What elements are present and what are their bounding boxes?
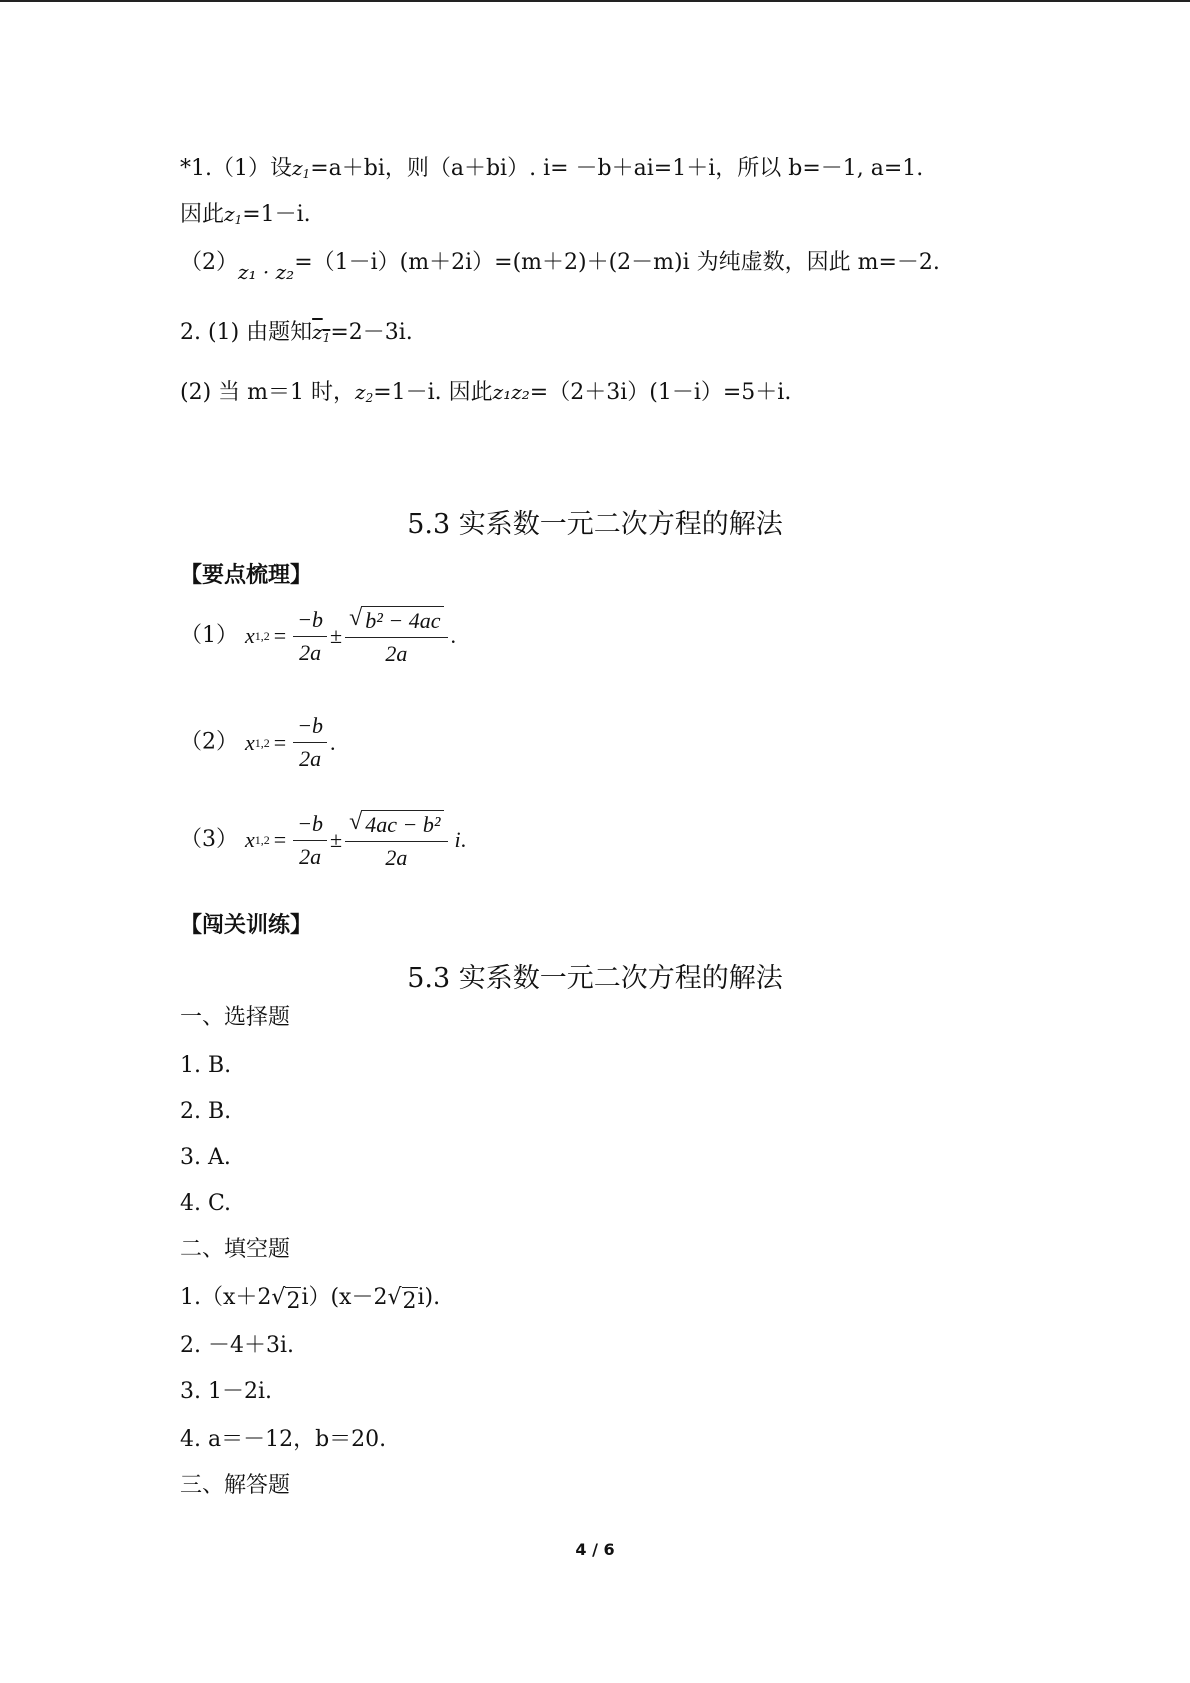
z1-conjugate: $z_1$ (312, 320, 331, 345)
z1z2-product: z₁z₂ (492, 380, 530, 404)
text: i）(x－2 (301, 1285, 388, 1310)
text: *1.（1）设 (180, 156, 292, 181)
subscript: 1,2 (254, 735, 270, 750)
fill-answer-2: 2. －4＋3i. (180, 1333, 295, 1358)
mc-answer-3: 3. A. (180, 1145, 231, 1170)
fill-answer-4: 4. a＝－12，b＝20. (180, 1427, 387, 1452)
part1-heading: 一、选择题 (180, 1005, 291, 1030)
x-var: x (245, 827, 255, 852)
equals: = (273, 729, 287, 755)
mc-answer-4: 4. C. (180, 1191, 232, 1216)
page-number: 4 / 6 (575, 1540, 615, 1559)
z1-z2-product: z₁ · z₂ (238, 260, 295, 284)
fraction-neg-b: $\frac{-b}{2a}$ (293, 606, 327, 667)
answer-line-5 (180, 378, 791, 412)
fraction-sqrt: √ b² − 4ac 2a (345, 604, 447, 668)
sqrt-2: √ 2 (271, 1285, 301, 1314)
answer-line-2 (180, 200, 311, 234)
text: =2－3i. (330, 320, 413, 345)
period: . (460, 827, 467, 852)
period: . (450, 623, 457, 648)
text: =（2＋3i）(1－i）=5＋i. (529, 380, 792, 405)
imaginary-unit: i (454, 827, 461, 852)
formula-expression (245, 808, 466, 872)
text: （2） (180, 250, 238, 275)
mc-answer-2: 2. B. (180, 1099, 232, 1124)
mc-answer-1: 1. B. (180, 1053, 232, 1078)
formula-label: （2） (180, 729, 238, 755)
formula-label: （1） (180, 623, 238, 648)
part3-heading: 三、解答题 (180, 1473, 291, 1498)
formula-2 (180, 712, 336, 773)
sqrt-2: √ 2 (387, 1285, 417, 1314)
formula-expression (245, 604, 456, 668)
fill-answer-3: 3. 1－2i. (180, 1379, 273, 1404)
top-border (0, 0, 1190, 2)
z1-symbol: $z_1$ (292, 156, 311, 181)
answer-line-3 (180, 248, 940, 284)
formula-label: （3） (180, 827, 238, 852)
text: i). (417, 1285, 441, 1310)
subscript: 1,2 (254, 629, 270, 643)
equals: = (273, 827, 287, 852)
part2-heading: 二、填空题 (180, 1237, 291, 1262)
text: 1.（x＋2 (180, 1285, 272, 1310)
fraction-sqrt: √ 4ac − b² 2a (345, 808, 447, 872)
plus-minus: ± (330, 827, 343, 852)
text: 2. (1) 由题知 (180, 320, 313, 345)
text: =1－i. (242, 202, 311, 227)
formula-expression (245, 712, 336, 773)
equals: = (273, 623, 287, 648)
subscript: 1,2 (254, 833, 270, 847)
fill-answer-1 (180, 1284, 440, 1316)
text: =（1－i）(m＋2i）=(m＋2)＋(2－m)i 为纯虚数，因此 m=－2. (294, 250, 940, 275)
formula-1 (180, 604, 456, 668)
fraction-neg-b: $\frac{-b}{2a}$ (293, 712, 327, 773)
training-heading: 【闯关训练】 (180, 913, 313, 938)
x-var: x (245, 729, 255, 755)
formula-3 (180, 808, 466, 872)
fraction-neg-b: $\frac{-b}{2a}$ (293, 810, 327, 871)
answer-line-1 (180, 154, 923, 188)
section-title: 5.3 实系数一元二次方程的解法 (407, 509, 783, 540)
text: (2) 当 m＝1 时， (180, 380, 356, 405)
answer-line-4 (180, 318, 413, 352)
z1-symbol: $z_1$ (224, 202, 243, 227)
text: =1－i. 因此 (373, 380, 493, 405)
text: =a＋bi，则（a＋bi）. i= －b＋ai=1＋i，所以 b=－1, a=1. (310, 156, 924, 181)
z2-symbol: $z_2$ (355, 380, 374, 405)
training-title: 5.3 实系数一元二次方程的解法 (407, 963, 783, 994)
text: 因此 (180, 202, 225, 227)
period: . (330, 729, 336, 755)
plus-minus: ± (330, 623, 343, 648)
key-points-heading: 【要点梳理】 (180, 563, 313, 588)
x-var: x (245, 623, 255, 648)
